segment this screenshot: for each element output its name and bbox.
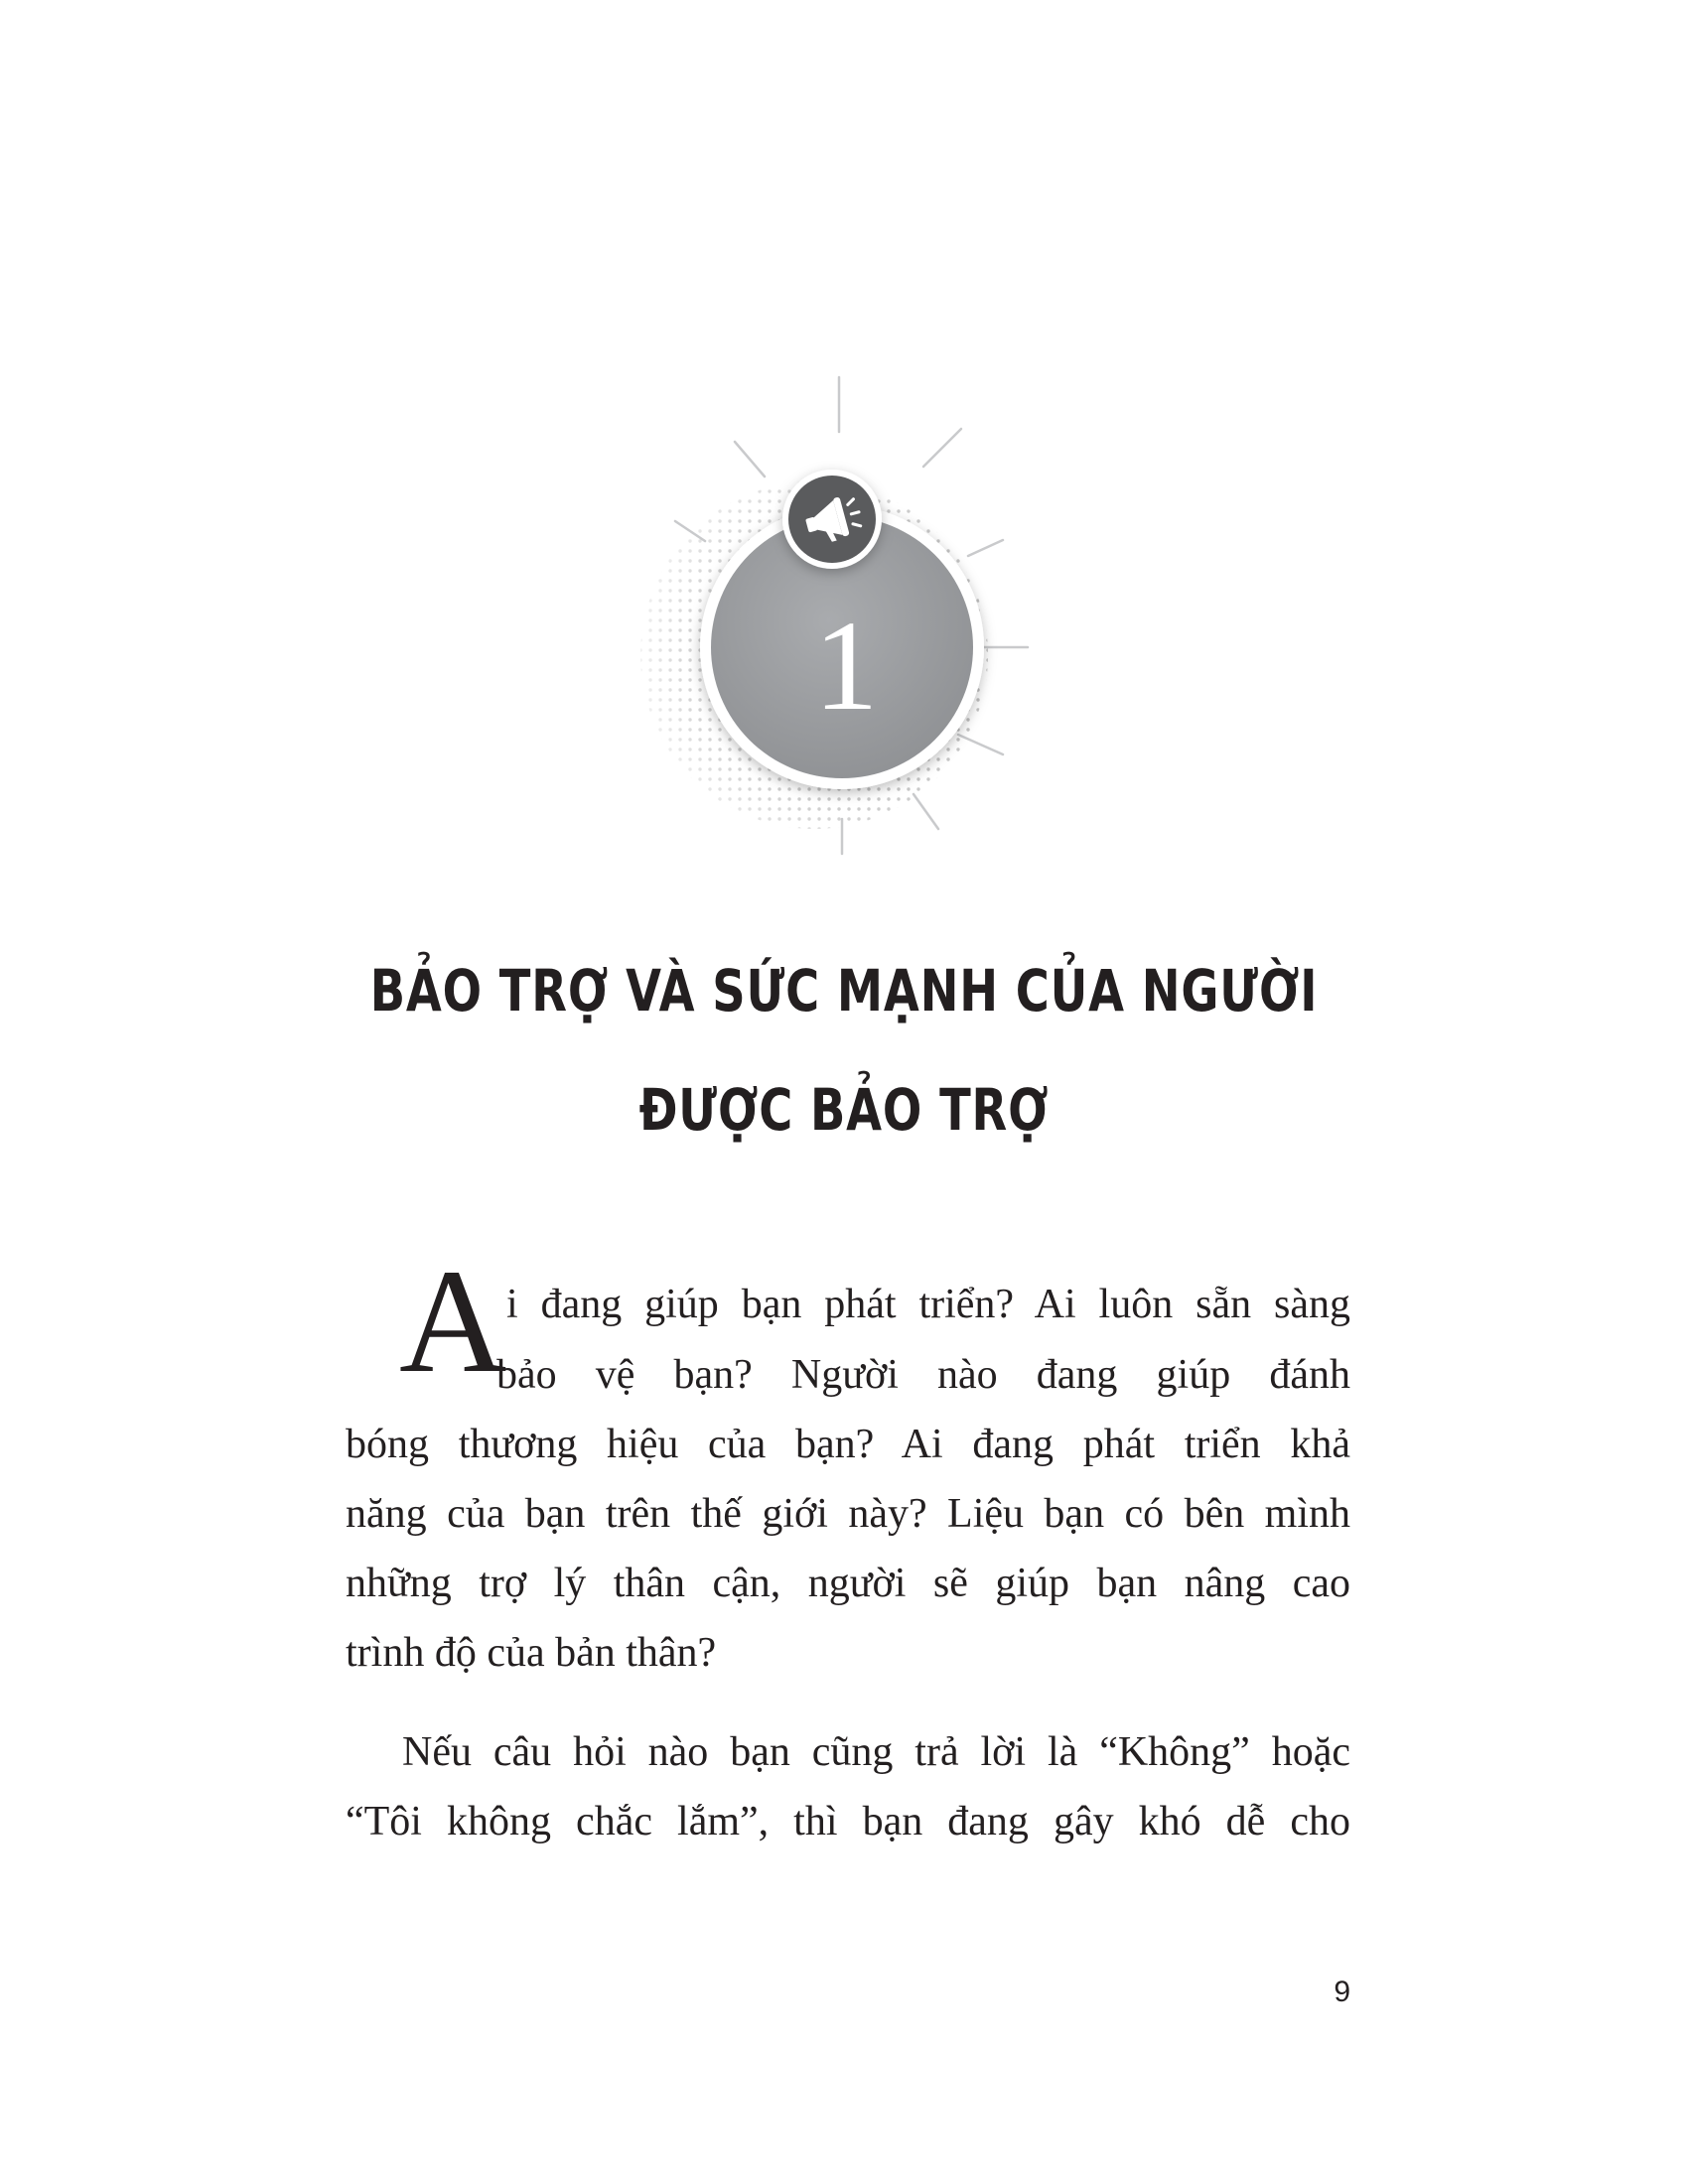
body-line: i đang giúp bạn phát triển? Ai luôn sẵn sàng: [506, 1282, 1350, 1327]
body-line: những trợ lý thân cận, người sẽ giúp bạn nâng cao: [346, 1561, 1350, 1606]
body-line: bảo vệ bạn? Người nào đang giúp đánh: [496, 1352, 1350, 1398]
body-line: “Tôi không chắc lắm”, thì bạn đang gây khó dễ cho: [346, 1799, 1350, 1844]
chapter-number: 1: [813, 595, 879, 738]
page-number: 9: [1334, 1976, 1350, 2008]
chapter-title-line-1: BẢO TRỢ VÀ SỨC MẠNH CỦA NGƯỜI: [369, 957, 1319, 1024]
drop-cap: A: [399, 1239, 507, 1404]
chapter-title-line-2: ĐƯỢC BẢO TRỢ: [638, 1076, 1050, 1144]
chapter-emblem: [0, 0, 1688, 893]
megaphone-badge: [782, 470, 882, 569]
body-line: trình độ của bản thân?: [346, 1630, 717, 1676]
body-line: năng của bạn trên thế giới này? Liệu bạn có bên mình: [346, 1491, 1350, 1537]
body-line: bóng thương hiệu của bạn? Ai đang phát triển khả: [346, 1422, 1350, 1467]
body-line: Nếu câu hỏi nào bạn cũng trả lời là “Không” hoặc: [402, 1729, 1350, 1775]
